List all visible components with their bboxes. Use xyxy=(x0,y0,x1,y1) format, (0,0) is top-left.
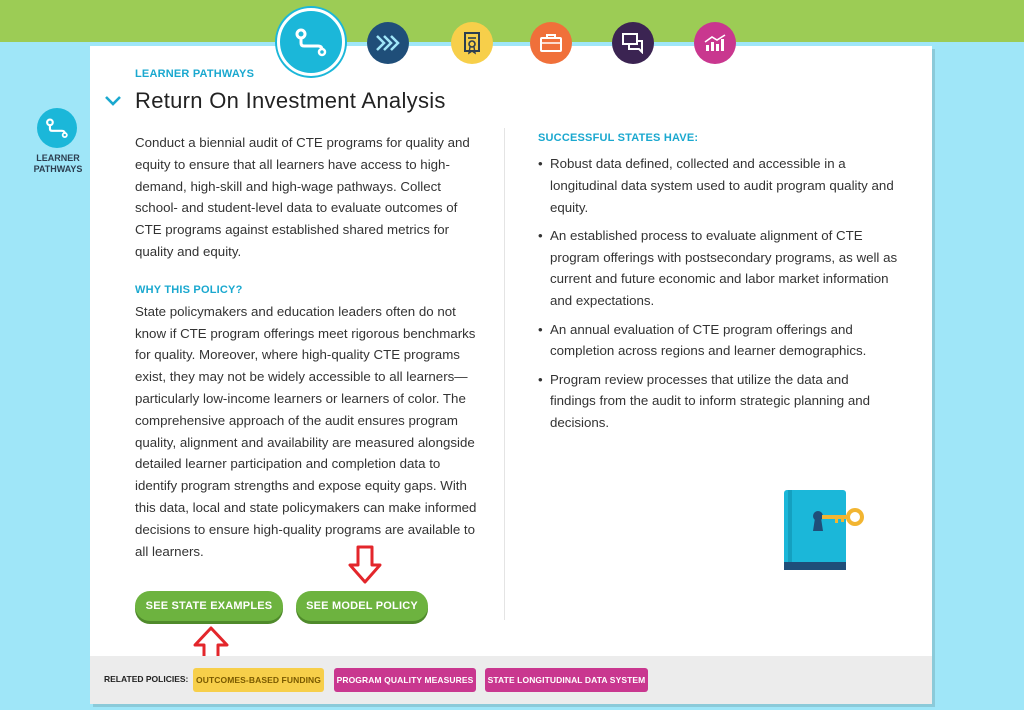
fast-forward-icon[interactable] xyxy=(367,22,409,64)
sidebar-label-line1: LEARNER xyxy=(36,153,80,163)
why-body: State policymakers and education leaders often do not know if CTE program offerings meet rigorous benchmarks for quality. Moreover, where high-quality CTE programs exist, they may not be widely accessible to all learners—particularly low-income learners or learners of color. The comprehensive approach of the audit ensures program quality, alignment and availability are measured alongside detailed learner participation and completion data to identify program strengths and expose equity gaps. With this data, local and state policymakers can make informed decisions to ensure high-quality programs are available to all learners. xyxy=(135,303,477,559)
document-badge-icon[interactable] xyxy=(451,22,493,64)
briefcase-icon[interactable] xyxy=(530,22,572,64)
sidebar-label-line2: PATHWAYS xyxy=(33,164,83,174)
column-divider xyxy=(504,128,505,620)
chat-bubbles-icon[interactable] xyxy=(612,22,654,64)
see-state-examples-button[interactable]: SEE STATE EXAMPLES xyxy=(135,591,283,621)
page-title: Return On Investment Analysis xyxy=(135,88,446,113)
chart-growth-icon[interactable] xyxy=(694,22,736,64)
learner-pathways-icon[interactable] xyxy=(277,8,345,76)
list-item: • An established process to evaluate alignment of CTE program offerings with postsecondary programs, as well as current and future economic and labor market information and expectations. xyxy=(538,225,898,312)
sidebar-learner-pathways-icon[interactable] xyxy=(37,108,77,148)
list-item: • Program review processes that utilize the data and findings from the audit to inform strategic planning and decisions. xyxy=(538,369,898,434)
annotation-arrow-down-icon xyxy=(347,545,383,585)
successful-states-list xyxy=(538,153,898,434)
chevron-down-icon[interactable] xyxy=(104,94,122,108)
section-eyebrow: LEARNER PATHWAYS xyxy=(135,68,255,80)
related-policies-label: RELATED POLICIES: xyxy=(104,674,189,684)
tag-state-longitudinal-data-system[interactable]: STATE LONGITUDINAL DATA SYSTEM xyxy=(485,668,648,692)
why-heading: WHY THIS POLICY? xyxy=(135,283,243,296)
sidebar-label[interactable] xyxy=(20,153,96,175)
list-item: • Robust data defined, collected and accessible in a longitudinal data system used to audit program quality and equity. xyxy=(538,153,898,218)
list-item: • An annual evaluation of CTE program offerings and completion across regions and learner demographics. xyxy=(538,319,898,363)
see-model-policy-button[interactable]: SEE MODEL POLICY xyxy=(296,591,428,621)
book-key-illustration xyxy=(780,486,870,576)
tag-program-quality-measures[interactable]: PROGRAM QUALITY MEASURES xyxy=(334,668,476,692)
left-column xyxy=(135,132,485,562)
right-column xyxy=(538,131,898,441)
intro-text: Conduct a biennial audit of CTE programs for quality and equity to ensure that all learners have access to high-demand, high-skill and high-wage pathways. Collect school- and student-level data to evaluate outcomes of CTE programs against established shared metrics for quality and equity. xyxy=(135,135,470,259)
tag-outcomes-based-funding[interactable]: OUTCOMES-BASED FUNDING xyxy=(193,668,324,692)
successful-states-heading: SUCCESSFUL STATES HAVE: xyxy=(538,132,699,144)
